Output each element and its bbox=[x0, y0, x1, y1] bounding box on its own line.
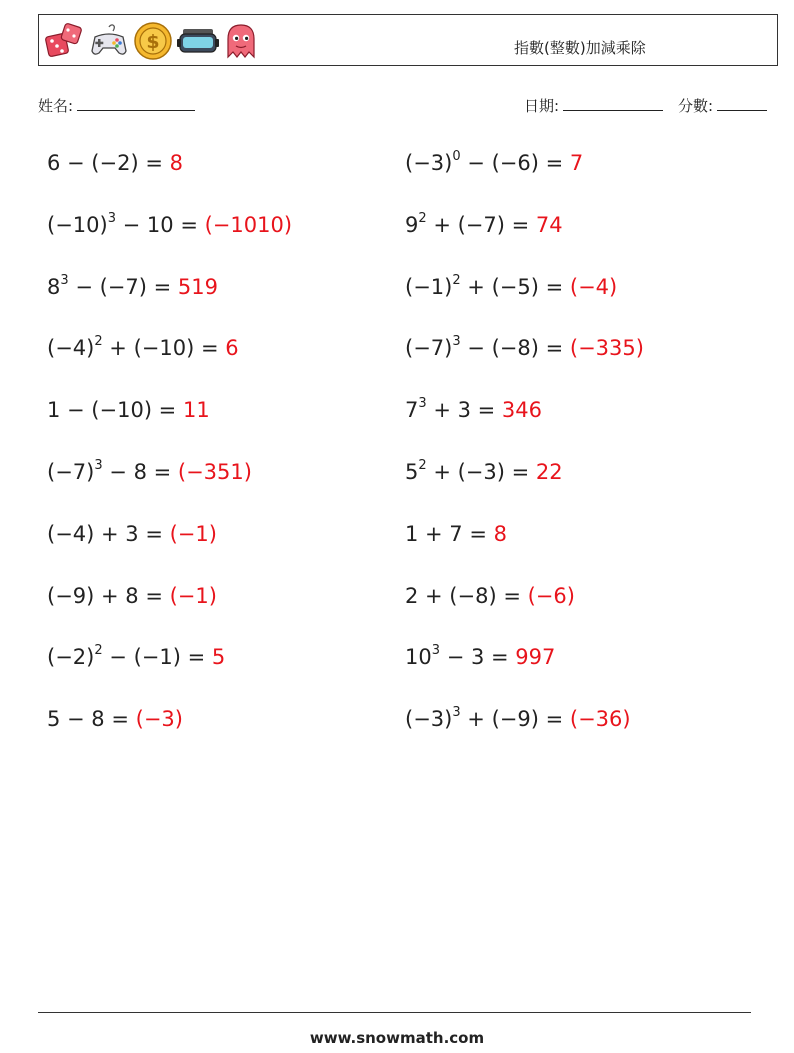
exponent: 3 bbox=[452, 334, 461, 350]
exponent: 0 bbox=[452, 149, 461, 164]
expression-text: 8 bbox=[47, 274, 61, 299]
expression-text: 1 + 7 = bbox=[405, 521, 494, 546]
problem-4 bbox=[405, 210, 563, 237]
header-icons bbox=[43, 21, 259, 61]
problem-16 bbox=[405, 584, 575, 608]
expression-text: + (−3) = bbox=[426, 460, 536, 484]
exponent: 2 bbox=[418, 210, 427, 226]
svg-text:$: $ bbox=[146, 31, 160, 53]
expression-text: (−10) bbox=[47, 212, 108, 237]
exponent: 2 bbox=[418, 458, 427, 473]
exponent: 3 bbox=[107, 210, 116, 226]
problem-5 bbox=[47, 272, 218, 299]
problem-14 bbox=[405, 522, 507, 546]
problem-expression bbox=[405, 522, 494, 546]
expression-text: − 10 = bbox=[115, 212, 205, 237]
problem-answer: (−1010) bbox=[204, 212, 293, 237]
problem-20 bbox=[405, 707, 631, 731]
exponent: 2 bbox=[94, 334, 103, 350]
problem-answer: 8 bbox=[169, 151, 183, 175]
exponent: 3 bbox=[418, 396, 427, 412]
problem-expression bbox=[47, 522, 170, 546]
expression-text: (−2) bbox=[47, 645, 95, 670]
name-blank bbox=[77, 96, 195, 111]
problem-answer: (−3) bbox=[135, 707, 183, 732]
problem-expression bbox=[405, 336, 570, 360]
problem-answer: 22 bbox=[535, 460, 563, 484]
score-label: 分數: bbox=[678, 97, 714, 115]
expression-text: + (−5) = bbox=[460, 274, 570, 299]
exponent: 3 bbox=[94, 458, 103, 473]
expression-text: − (−1) = bbox=[102, 645, 212, 670]
problem-13 bbox=[47, 522, 217, 546]
exponent: 3 bbox=[431, 643, 441, 659]
problem-answer: 5 bbox=[211, 645, 226, 670]
exponent: 2 bbox=[94, 643, 103, 659]
problem-expression bbox=[47, 272, 178, 299]
expression-text: + 3 = bbox=[426, 398, 502, 423]
problem-answer: 997 bbox=[515, 645, 556, 670]
expression-text: + (−9) = bbox=[460, 707, 570, 732]
problem-expression bbox=[405, 151, 570, 175]
expression-text: − (−6) = bbox=[460, 151, 570, 175]
expression-text: − 8 = bbox=[102, 460, 178, 484]
dollar-coin-icon bbox=[133, 21, 173, 61]
expression-text: 1 − (−10) = bbox=[47, 398, 183, 423]
date-label: 日期: bbox=[524, 97, 560, 115]
problem-answer: (−335) bbox=[569, 336, 644, 361]
problem-6 bbox=[405, 272, 618, 299]
problem-answer: (−4) bbox=[569, 274, 618, 299]
expression-text: 5 bbox=[405, 460, 419, 484]
problem-answer: 11 bbox=[182, 398, 210, 423]
expression-text: − (−8) = bbox=[460, 336, 570, 361]
expression-text: 9 bbox=[405, 212, 419, 237]
problem-11 bbox=[47, 460, 252, 484]
expression-text: 7 bbox=[405, 398, 419, 423]
worksheet-title: 指數(整數)加減乘除 bbox=[514, 39, 646, 57]
problem-expression bbox=[47, 336, 225, 360]
problem-expression bbox=[47, 707, 136, 731]
problem-answer: 6 bbox=[225, 336, 239, 361]
vr-headset-icon bbox=[177, 21, 219, 61]
name-field bbox=[38, 95, 195, 116]
expression-text: − 3 = bbox=[440, 645, 516, 670]
problem-answer: 7 bbox=[569, 151, 584, 175]
problem-18 bbox=[405, 645, 555, 669]
problem-expression bbox=[47, 398, 183, 422]
expression-text: 5 − 8 = bbox=[47, 707, 136, 732]
problem-2 bbox=[405, 151, 583, 175]
footer-divider bbox=[38, 1012, 751, 1013]
expression-text: 2 + (−8) = bbox=[405, 583, 528, 608]
problem-answer: 519 bbox=[177, 274, 218, 299]
problem-answer: (−1) bbox=[169, 583, 217, 608]
date-blank bbox=[563, 96, 663, 111]
problem-9 bbox=[47, 398, 210, 422]
score-field bbox=[678, 95, 767, 116]
problem-answer: 8 bbox=[493, 521, 507, 546]
problem-answer: (−6) bbox=[527, 583, 575, 608]
name-label: 姓名: bbox=[38, 97, 74, 115]
expression-text: 6 − (−2) = bbox=[47, 151, 170, 175]
expression-text: (−9) + 8 = bbox=[47, 583, 170, 608]
problem-1 bbox=[47, 151, 183, 175]
expression-text: + (−7) = bbox=[426, 212, 536, 237]
problem-10 bbox=[405, 398, 542, 422]
expression-text: (−3) bbox=[405, 707, 453, 732]
problem-8 bbox=[405, 336, 644, 360]
score-blank bbox=[717, 96, 767, 111]
expression-text: − (−7) = bbox=[68, 274, 178, 299]
gamepad-icon bbox=[89, 21, 129, 61]
problem-expression bbox=[405, 272, 570, 299]
expression-text: (−1) bbox=[405, 274, 453, 299]
problem-expression bbox=[405, 398, 502, 422]
expression-text: (−7) bbox=[405, 336, 453, 361]
problem-answer: (−36) bbox=[569, 707, 631, 732]
dice-icon bbox=[43, 21, 85, 61]
expression-text: (−3) bbox=[405, 151, 453, 175]
problem-expression bbox=[405, 584, 528, 608]
problem-expression bbox=[47, 460, 178, 484]
header-box bbox=[38, 14, 778, 66]
problem-expression bbox=[47, 151, 170, 175]
expression-text: + (−10) = bbox=[102, 336, 226, 361]
ghost-icon bbox=[223, 21, 259, 61]
problem-19 bbox=[47, 707, 183, 731]
problem-expression bbox=[405, 210, 536, 237]
problem-15 bbox=[47, 584, 217, 608]
problem-expression bbox=[405, 460, 536, 484]
expression-text: (−4) + 3 = bbox=[47, 521, 170, 546]
problem-expression bbox=[405, 707, 570, 731]
footer-website: www.snowmath.com bbox=[309, 1029, 485, 1047]
problem-expression bbox=[47, 210, 205, 237]
problem-answer: (−351) bbox=[177, 460, 252, 484]
problem-expression bbox=[405, 645, 515, 669]
problem-12 bbox=[405, 460, 563, 484]
problem-7 bbox=[47, 336, 239, 360]
exponent: 2 bbox=[452, 272, 461, 288]
exponent: 3 bbox=[452, 705, 461, 721]
problem-answer: 74 bbox=[535, 212, 563, 237]
exponent: 3 bbox=[60, 272, 69, 288]
expression-text: (−4) bbox=[47, 336, 95, 361]
problem-3 bbox=[47, 210, 293, 237]
expression-text: (−7) bbox=[47, 460, 95, 484]
expression-text: 10 bbox=[405, 645, 432, 670]
problem-expression bbox=[47, 645, 212, 669]
problem-answer: (−1) bbox=[169, 521, 217, 546]
problem-17 bbox=[47, 645, 225, 669]
problem-expression bbox=[47, 584, 170, 608]
problem-answer: 346 bbox=[501, 398, 543, 423]
date-field bbox=[524, 95, 663, 116]
